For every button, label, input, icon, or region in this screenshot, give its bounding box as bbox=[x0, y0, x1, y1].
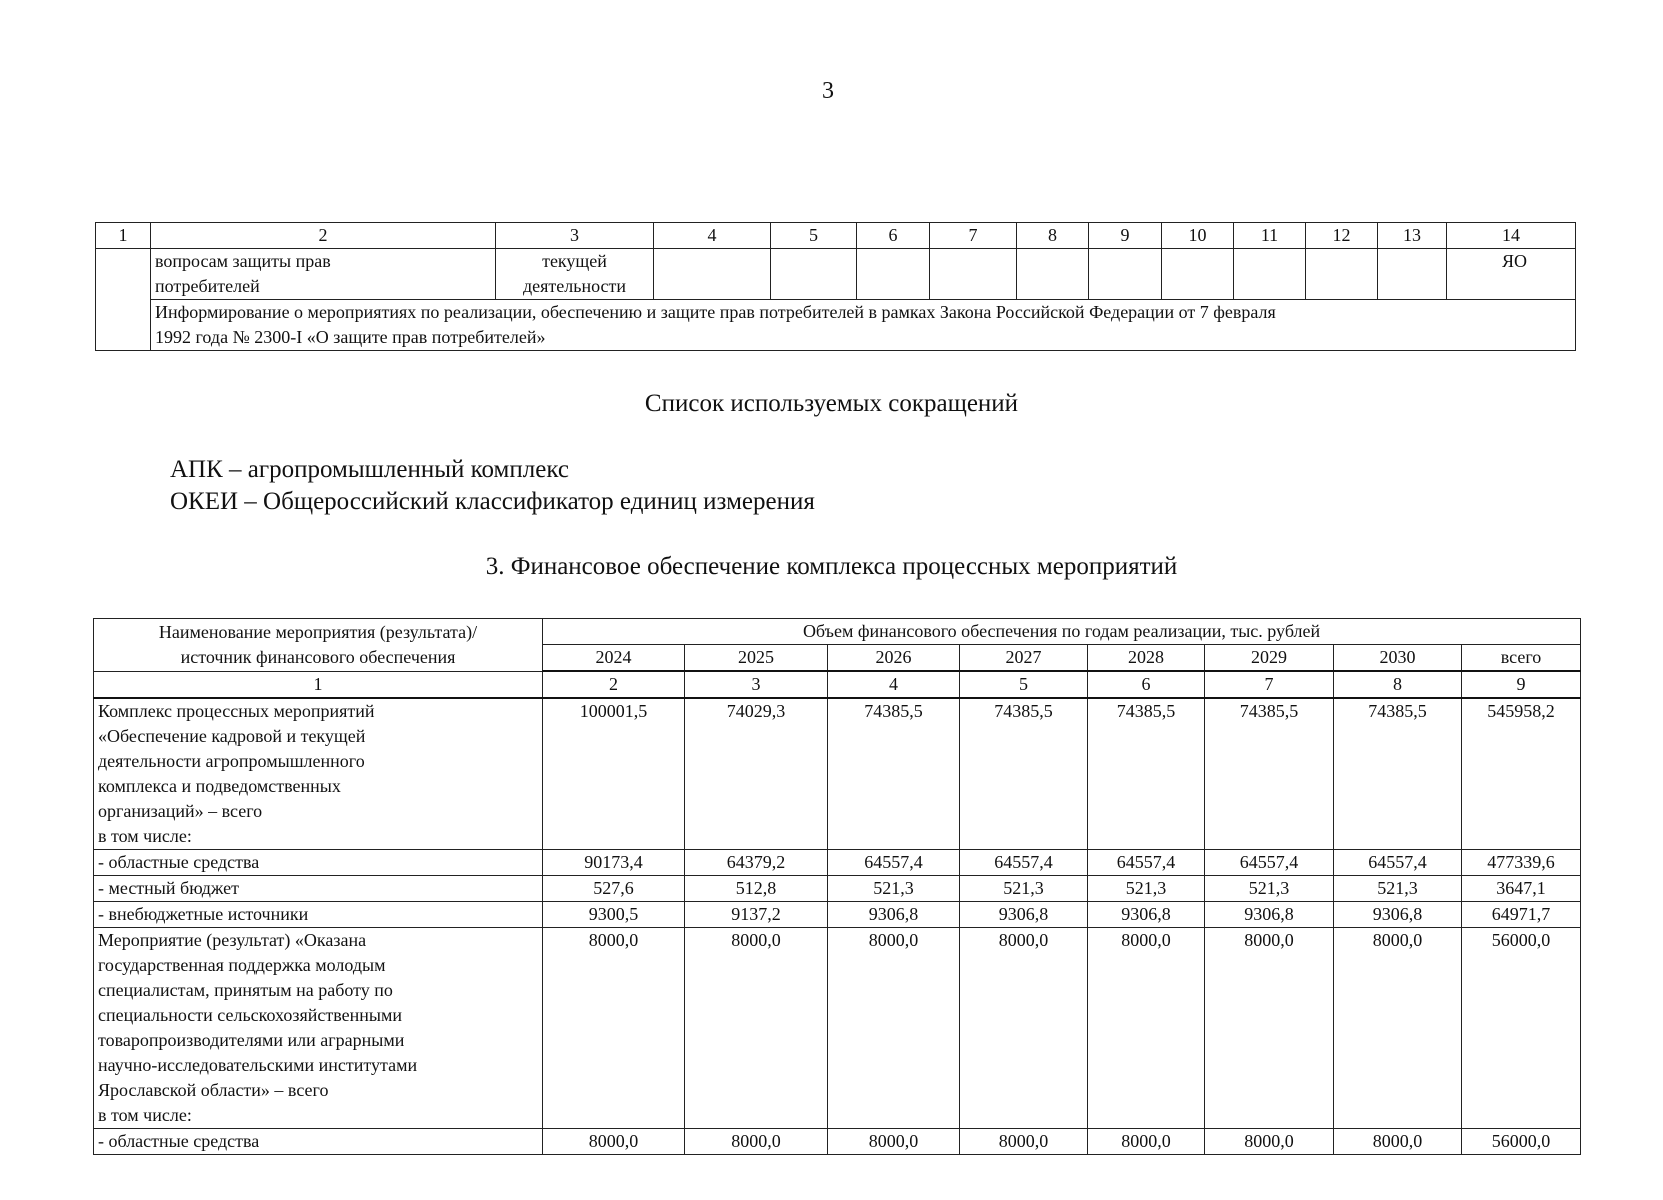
row-name-line: специальности сельскохозяйственными bbox=[98, 1005, 403, 1025]
finance-section-heading: 3. Финансовое обеспечение комплекса процессных мероприятий bbox=[485, 553, 1178, 580]
top-header-cell: 11 bbox=[1234, 223, 1306, 249]
row-name-line: специалистам, принятым на работу по bbox=[98, 980, 393, 1000]
top-cell-note bbox=[151, 300, 1576, 351]
top-cell-line: деятельности bbox=[522, 276, 627, 296]
value-cell: 521,3 bbox=[1205, 876, 1334, 902]
table-row bbox=[94, 902, 1581, 928]
value-cell: 74385,5 bbox=[1088, 698, 1205, 850]
value-cell: 64971,7 bbox=[1462, 902, 1581, 928]
finance-header-row bbox=[94, 619, 1581, 645]
value-cell: 9306,8 bbox=[960, 902, 1088, 928]
top-header-cell: 14 bbox=[1447, 223, 1576, 249]
row-name-line: Мероприятие (результат) «Оказана bbox=[98, 930, 367, 950]
abbreviations-heading: Список используемых сокращений bbox=[644, 390, 1019, 417]
row-name-line: в том числе: bbox=[98, 1105, 192, 1125]
value-cell: 3647,1 bbox=[1462, 876, 1581, 902]
top-header-cell: 8 bbox=[1017, 223, 1089, 249]
value-cell: 8000,0 bbox=[828, 928, 960, 1129]
top-header-cell: 2 bbox=[151, 223, 496, 249]
year-header: всего bbox=[1462, 645, 1581, 672]
value-cell: 56000,0 bbox=[1462, 1129, 1581, 1155]
year-header: 2030 bbox=[1334, 645, 1462, 672]
top-cell-empty bbox=[654, 249, 771, 300]
top-header-cell: 5 bbox=[771, 223, 857, 249]
top-table bbox=[95, 222, 1576, 351]
row-name-line: государственная поддержка молодым bbox=[98, 955, 386, 975]
value-cell: 8000,0 bbox=[685, 928, 828, 1129]
finance-name-header bbox=[94, 619, 543, 672]
row-name bbox=[94, 698, 543, 850]
top-table-note-row bbox=[96, 300, 1576, 351]
top-cell-empty bbox=[1089, 249, 1162, 300]
value-cell: 8000,0 bbox=[1334, 1129, 1462, 1155]
value-cell: 64557,4 bbox=[1334, 850, 1462, 876]
top-header-cell: 10 bbox=[1162, 223, 1234, 249]
top-note-line: Информирование о мероприятиях по реализации, обеспечению и защите прав потребителей в рамках Закона Российской Федерации от 7 февраля bbox=[155, 302, 1276, 322]
top-header-cell: 9 bbox=[1089, 223, 1162, 249]
value-cell: 521,3 bbox=[1088, 876, 1205, 902]
year-header: 2027 bbox=[960, 645, 1088, 672]
top-cell-line: вопросам защиты прав bbox=[155, 251, 331, 271]
value-cell: 477339,6 bbox=[1462, 850, 1581, 876]
top-cell-period bbox=[496, 249, 654, 300]
table-row bbox=[94, 850, 1581, 876]
abbreviation-item: АПК – агропромышленный комплекс bbox=[170, 456, 569, 483]
top-cell-empty bbox=[1234, 249, 1306, 300]
value-cell: 74385,5 bbox=[1205, 698, 1334, 850]
value-cell: 74385,5 bbox=[960, 698, 1088, 850]
value-cell: 64557,4 bbox=[1088, 850, 1205, 876]
value-cell: 527,6 bbox=[543, 876, 685, 902]
year-header: 2028 bbox=[1088, 645, 1205, 672]
row-name: - областные средства bbox=[94, 1129, 543, 1155]
value-cell: 9306,8 bbox=[828, 902, 960, 928]
top-header-cell: 13 bbox=[1378, 223, 1447, 249]
top-header-cell: 6 bbox=[857, 223, 930, 249]
col-number: 9 bbox=[1462, 671, 1581, 698]
row-name bbox=[94, 928, 543, 1129]
table-row bbox=[94, 1129, 1581, 1155]
table-row bbox=[94, 928, 1581, 1129]
top-cell-empty bbox=[771, 249, 857, 300]
top-header-cell: 3 bbox=[496, 223, 654, 249]
row-name-line: научно-исследовательскими институтами bbox=[98, 1055, 418, 1075]
col-number: 4 bbox=[828, 671, 960, 698]
row-name: - внебюджетные источники bbox=[94, 902, 543, 928]
top-header-cell: 12 bbox=[1306, 223, 1378, 249]
value-cell: 512,8 bbox=[685, 876, 828, 902]
value-cell: 8000,0 bbox=[1205, 1129, 1334, 1155]
table-row bbox=[94, 698, 1581, 850]
value-cell: 545958,2 bbox=[1462, 698, 1581, 850]
value-cell: 100001,5 bbox=[543, 698, 685, 850]
top-cell-empty bbox=[1162, 249, 1234, 300]
top-header-cell: 1 bbox=[96, 223, 151, 249]
value-cell: 90173,4 bbox=[543, 850, 685, 876]
year-header: 2026 bbox=[828, 645, 960, 672]
value-cell: 521,3 bbox=[1334, 876, 1462, 902]
col-number: 6 bbox=[1088, 671, 1205, 698]
value-cell: 521,3 bbox=[828, 876, 960, 902]
page-number: 3 bbox=[822, 78, 834, 104]
finance-table bbox=[93, 618, 1581, 1155]
header-line: источник финансового обеспечения bbox=[180, 646, 456, 667]
value-cell: 8000,0 bbox=[543, 928, 685, 1129]
value-cell: 9306,8 bbox=[1334, 902, 1462, 928]
value-cell: 8000,0 bbox=[1088, 1129, 1205, 1155]
top-header-cell: 7 bbox=[930, 223, 1017, 249]
row-name-line: деятельности агропромышленного bbox=[98, 751, 365, 771]
row-name-line: Ярославской области» – всего bbox=[98, 1080, 329, 1100]
col-number: 2 bbox=[543, 671, 685, 698]
top-cell-empty bbox=[96, 249, 151, 351]
year-header: 2024 bbox=[543, 645, 685, 672]
value-cell: 9300,5 bbox=[543, 902, 685, 928]
finance-volume-header: Объем финансового обеспечения по годам реализации, тыс. рублей bbox=[543, 619, 1581, 645]
value-cell: 9306,8 bbox=[1205, 902, 1334, 928]
top-cell-name bbox=[151, 249, 496, 300]
value-cell: 8000,0 bbox=[1088, 928, 1205, 1129]
col-number: 5 bbox=[960, 671, 1088, 698]
value-cell: 74029,3 bbox=[685, 698, 828, 850]
value-cell: 8000,0 bbox=[543, 1129, 685, 1155]
row-name-line: Комплекс процессных мероприятий bbox=[98, 701, 375, 721]
finance-colnum-row bbox=[94, 671, 1581, 698]
row-name: - областные средства bbox=[94, 850, 543, 876]
value-cell: 8000,0 bbox=[1205, 928, 1334, 1129]
row-name: - местный бюджет bbox=[94, 876, 543, 902]
row-name-line: в том числе: bbox=[98, 826, 192, 846]
value-cell: 521,3 bbox=[960, 876, 1088, 902]
value-cell: 9137,2 bbox=[685, 902, 828, 928]
top-note-line: 1992 года № 2300-I «О защите прав потребителей» bbox=[155, 327, 546, 347]
value-cell: 8000,0 bbox=[960, 1129, 1088, 1155]
value-cell: 9306,8 bbox=[1088, 902, 1205, 928]
value-cell: 56000,0 bbox=[1462, 928, 1581, 1129]
top-table-row bbox=[96, 249, 1576, 300]
value-cell: 64557,4 bbox=[828, 850, 960, 876]
col-number: 1 bbox=[94, 671, 543, 698]
value-cell: 64557,4 bbox=[960, 850, 1088, 876]
row-name-line: товаропроизводителями или аграрными bbox=[98, 1030, 405, 1050]
col-number: 7 bbox=[1205, 671, 1334, 698]
top-cell-empty bbox=[930, 249, 1017, 300]
value-cell: 8000,0 bbox=[685, 1129, 828, 1155]
top-cell-empty bbox=[1306, 249, 1378, 300]
top-cell-empty bbox=[857, 249, 930, 300]
row-name-line: комплекса и подведомственных bbox=[98, 776, 341, 796]
top-table-header-row bbox=[96, 223, 1576, 249]
value-cell: 64557,4 bbox=[1205, 850, 1334, 876]
top-cell-empty bbox=[1378, 249, 1447, 300]
top-cell-line: потребителей bbox=[155, 276, 260, 296]
value-cell: 8000,0 bbox=[1334, 928, 1462, 1129]
col-number: 3 bbox=[685, 671, 828, 698]
year-header: 2025 bbox=[685, 645, 828, 672]
value-cell: 64379,2 bbox=[685, 850, 828, 876]
year-header: 2029 bbox=[1205, 645, 1334, 672]
header-line: Наименование мероприятия (результата)/ bbox=[158, 621, 478, 642]
value-cell: 8000,0 bbox=[828, 1129, 960, 1155]
top-cell-line: текущей bbox=[542, 251, 607, 271]
table-row bbox=[94, 876, 1581, 902]
value-cell: 74385,5 bbox=[1334, 698, 1462, 850]
col-number: 8 bbox=[1334, 671, 1462, 698]
row-name-line: «Обеспечение кадровой и текущей bbox=[98, 726, 366, 746]
abbreviation-item: ОКЕИ – Общероссийский классификатор единиц измерения bbox=[170, 488, 815, 515]
top-cell-empty bbox=[1017, 249, 1089, 300]
row-name-line: организаций» – всего bbox=[98, 801, 263, 821]
value-cell: 8000,0 bbox=[960, 928, 1088, 1129]
top-header-cell: 4 bbox=[654, 223, 771, 249]
value-cell: 74385,5 bbox=[828, 698, 960, 850]
top-cell-responsible: ЯО bbox=[1447, 249, 1576, 300]
